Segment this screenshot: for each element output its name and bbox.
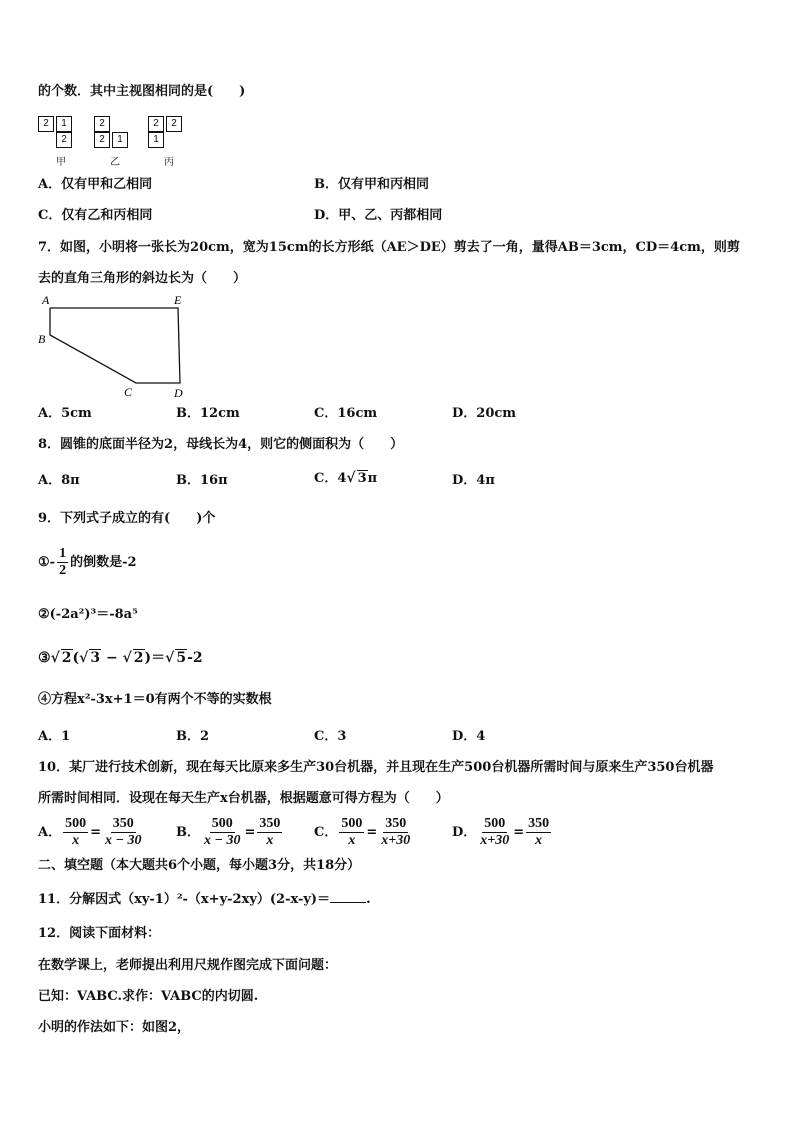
radical-sign: √ [79, 650, 89, 666]
equals-sign: = [244, 824, 256, 840]
view-cell: 2 [56, 132, 72, 148]
fraction-left [202, 816, 242, 849]
fraction-numerator: 1 [59, 546, 67, 561]
view-cell: 2 [148, 116, 164, 132]
q9-option-a: A．1 [38, 729, 71, 744]
answer-blank [330, 890, 366, 903]
radical-sign: √ [346, 470, 356, 486]
radical-sign: √ [50, 650, 60, 666]
q9-s1-prefix: ①- [38, 554, 56, 570]
option-label: B． [176, 824, 200, 840]
q6-option-b: B．仅有甲和丙相同 [314, 177, 429, 192]
minus-sign: − [101, 650, 123, 666]
q10-option-d [452, 816, 553, 849]
fraction-right [103, 816, 143, 849]
view-cell: 2 [38, 116, 54, 132]
q9-s1-fraction [57, 546, 68, 579]
fraction-right [257, 816, 282, 849]
q7-figure-outline [50, 308, 180, 383]
q9-statement-4: ④方程x²-3x+1＝0有两个不等的实数根 [38, 692, 272, 707]
q9-s3-prefix: ③ [38, 650, 51, 666]
fraction-numerator: 350 [385, 816, 407, 831]
q9-statement-3 [38, 649, 203, 666]
q8-option-c-label: C．4 [314, 471, 347, 486]
view-bing [148, 116, 188, 150]
sqrt-radicand: 3 [90, 650, 101, 666]
q7-option-a: A．5cm [38, 406, 92, 421]
fraction-left [339, 816, 364, 849]
q6-option-d: D．甲、乙、丙都相同 [314, 208, 443, 223]
q8-option-c-radicand: 3 [357, 471, 367, 486]
fraction-left [63, 816, 88, 849]
q11-stem [38, 890, 371, 908]
q7-label-e: E [174, 293, 182, 307]
view-label-yi: 乙 [110, 157, 120, 168]
fraction-denominator: x [266, 833, 274, 848]
q11-period: . [366, 892, 371, 907]
paren-close: )＝ [144, 650, 166, 666]
fraction-denominator: x [535, 833, 543, 848]
fraction-denominator: x [348, 833, 356, 848]
fraction-denominator: x+30 [381, 833, 411, 848]
q10-option-b [176, 816, 284, 849]
view-cell: 1 [112, 132, 128, 148]
q9-stem: 9．下列式子成立的有( )个 [38, 511, 216, 526]
view-label-bing: 丙 [164, 157, 174, 168]
q7-label-b: B [38, 332, 46, 346]
q12-paragraph-3: 小明的作法如下：如图2， [38, 1020, 191, 1035]
q9-option-d: D．4 [452, 729, 486, 744]
fraction-numerator: 500 [484, 816, 506, 831]
fraction-denominator: x+30 [480, 833, 510, 848]
fraction-numerator: 350 [259, 816, 281, 831]
q7-label-c: C [124, 385, 133, 399]
fraction-denominator: 2 [59, 563, 67, 578]
q11-text: 11．分解因式（xy-1）²-（x+y-2xy）(2-x-y)＝ [38, 892, 331, 907]
fraction-denominator: x − 30 [105, 833, 142, 848]
q8-option-c [314, 470, 377, 487]
radical-sign: √ [122, 650, 132, 666]
sqrt-radicand: 2 [133, 650, 144, 666]
sqrt-radicand: 5 [176, 650, 187, 666]
q6-option-c: C．仅有乙和丙相同 [38, 208, 153, 223]
equals-sign: = [513, 824, 525, 840]
fraction-numerator: 500 [211, 816, 233, 831]
q9-option-b: B．2 [176, 729, 210, 744]
q9-statement-2: ②(-2a²)³＝-8a⁵ [38, 607, 138, 622]
q7-option-c: C．16cm [314, 406, 378, 421]
q6-option-a: A．仅有甲和乙相同 [38, 177, 153, 192]
q9-statement-1 [38, 546, 137, 579]
q8-option-b: B．16π [176, 473, 228, 488]
view-label-jia: 甲 [56, 157, 66, 168]
fraction-denominator: x − 30 [204, 833, 241, 848]
fraction-denominator: x [72, 833, 80, 848]
view-cell: 1 [56, 116, 72, 132]
view-cell: 1 [148, 132, 164, 148]
q6-stem-tail: 的个数．其中主视图相同的是( ) [38, 84, 246, 99]
q7-label-d: D [174, 386, 183, 400]
q10-option-a [38, 816, 145, 849]
q7-option-d: D．20cm [452, 406, 517, 421]
fraction-numerator: 500 [341, 816, 363, 831]
view-jia [38, 116, 78, 150]
option-label: D． [452, 824, 477, 840]
q9-s1-tail: 的倒数是-2 [70, 554, 137, 570]
q7-stem-line1: 7．如图，小明将一张长为20cm，宽为15cm的长方形纸（AE＞DE）剪去了一角，量得AB＝3cm，CD＝4cm，则剪 [38, 240, 740, 255]
fraction-right [526, 816, 551, 849]
fraction-numerator: 350 [528, 816, 550, 831]
q10-stem-line1: 10．某厂进行技术创新，现在每天比原来多生产30台机器，并且现在生产500台机器所需时间与原来生产350台机器 [38, 760, 714, 775]
fraction-numerator: 500 [65, 816, 87, 831]
q12-paragraph-2: 已知：VABC.求作：VABC的内切圆. [38, 989, 259, 1004]
q7-stem-line2: 去的直角三角形的斜边长为（ ） [38, 271, 247, 286]
view-cell: 2 [166, 116, 182, 132]
view-yi [94, 116, 134, 150]
q7-trapezoid-figure [36, 290, 196, 402]
q8-stem: 8．圆锥的底面半径为2，母线长为4，则它的侧面积为（ ） [38, 437, 404, 452]
radical-sign: √ [165, 650, 175, 666]
q12-title: 12．阅读下面材料： [38, 926, 161, 941]
fraction-numerator: 350 [112, 816, 134, 831]
q10-stem-line2: 所需时间相同．设现在每天生产x台机器，根据题意可得方程为（ ） [38, 791, 449, 806]
option-label: A． [38, 824, 62, 840]
fraction-left [478, 816, 511, 849]
view-cell: 2 [94, 116, 110, 132]
section-2-heading: 二、填空题（本大题共6个小题，每小题3分，共18分） [38, 858, 361, 873]
q8-option-a: A．8π [38, 473, 80, 488]
q10-option-c [314, 816, 414, 849]
q7-option-b: B．12cm [176, 406, 240, 421]
q9-s3-tail: -2 [187, 650, 203, 666]
q7-label-a: A [42, 293, 50, 307]
equals-sign: = [90, 824, 101, 840]
fraction-right [379, 816, 412, 849]
view-cell: 2 [94, 132, 110, 148]
option-label: C． [314, 824, 338, 840]
paren-open: ( [72, 650, 80, 666]
q8-option-c-pi: π [367, 471, 378, 486]
q8-option-d: D．4π [452, 473, 495, 488]
equals-sign: = [366, 824, 378, 840]
q12-paragraph-1: 在数学课上，老师提出利用尺规作图完成下面问题： [38, 958, 338, 973]
sqrt-radicand: 2 [61, 650, 72, 666]
q9-option-c: C．3 [314, 729, 347, 744]
